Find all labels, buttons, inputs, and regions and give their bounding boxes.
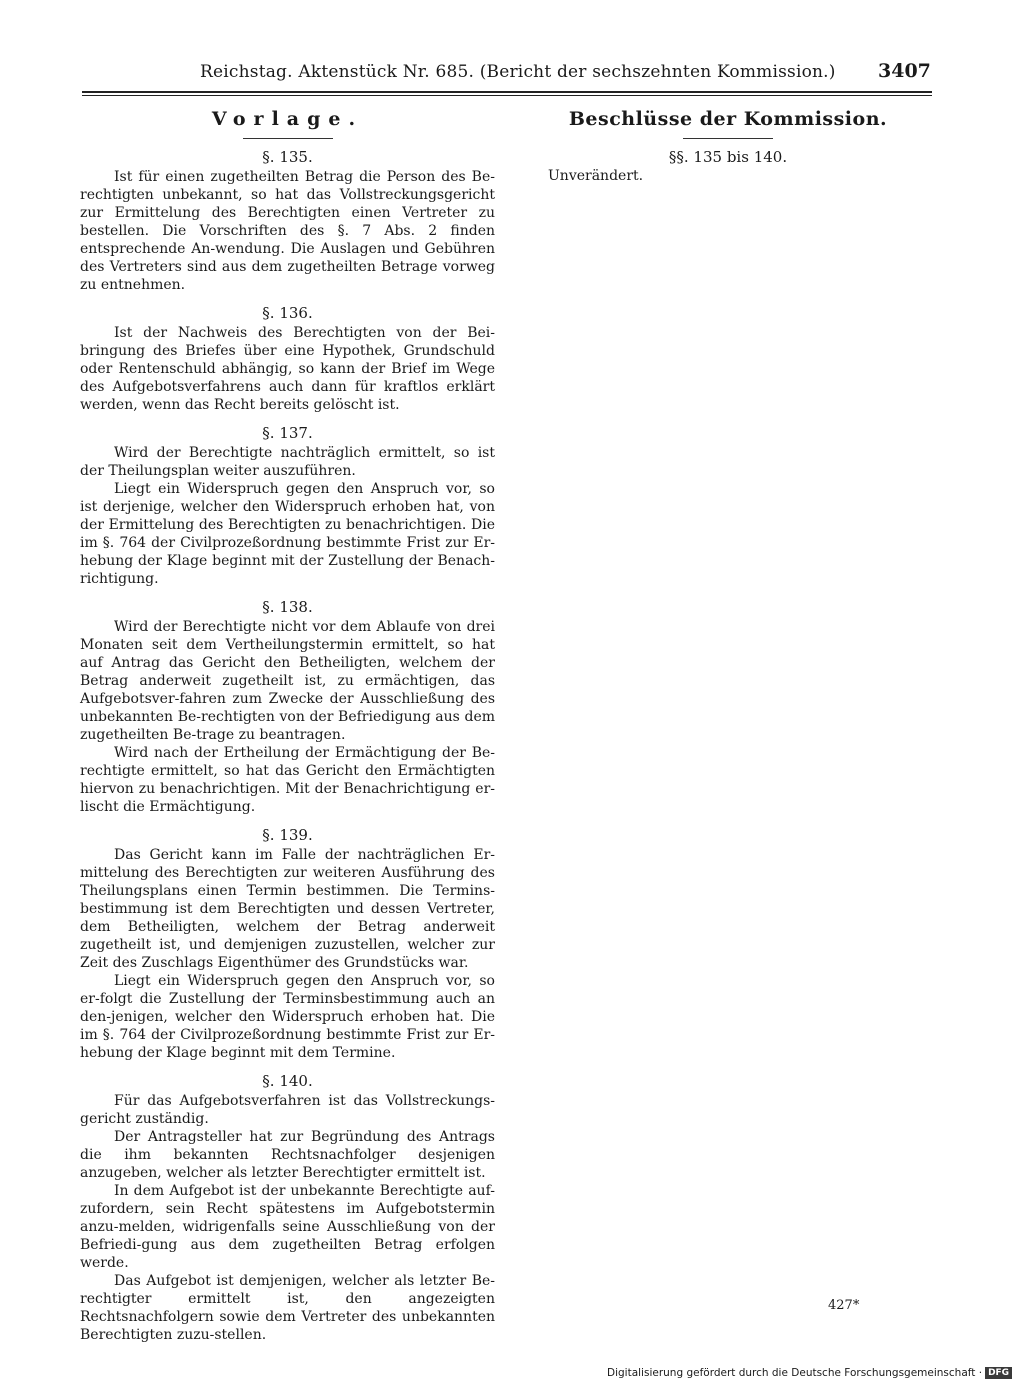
- running-title: Reichstag. Aktenstück Nr. 685. (Bericht der sechszehnten Kommission.): [200, 62, 836, 82]
- section-paragraph: Ist für einen zugetheilten Betrag die Person des Be-rechtigten unbekannt, so hat das Vollstreckungsgericht zur Ermittelung des Berechtigten einen Vertreter zu bestellen. Die Vorschriften des §. 7 Abs. 2 finden entsprechende An-wendung. Die Auslagen und Gebühren des Vertreters sind aus dem zugetheilten Betrage vorweg zu entnehmen.: [80, 169, 495, 293]
- section-3: [80, 423, 495, 588]
- section-heading: §. 138.: [262, 598, 313, 616]
- sheet-signature: 427*: [828, 1298, 860, 1313]
- section-paragraph: Das Aufgebot ist demjenigen, welcher als letzter Be-rechtigter ermittelt ist, den angezeigten Rechtsnachfolgern sowie dem Vertreter des unbekannten Berechtigten zuzu-stellen.: [80, 1273, 495, 1343]
- header-rule: [82, 91, 932, 93]
- section-heading: §. 135.: [262, 148, 313, 166]
- title-divider: [243, 138, 333, 139]
- section-paragraph: Für das Aufgebotsverfahren ist das Vollstreckungs-gericht zuständig.: [80, 1093, 495, 1127]
- section-heading: §. 139.: [262, 826, 313, 844]
- section-paragraph: Liegt ein Widerspruch gegen den Anspruch vor, so ist derjenige, welcher den Widerspruch erhoben hat, von der Ermittelung des Berechtigten zu benachrichtigen. Die im §. 764 der Civilprozeßordnung bestimmte Frist zur Er-hebung der Klage beginnt mit der Zustellung der Benach-richtigung.: [80, 481, 495, 587]
- section-4: [80, 597, 495, 816]
- right-column-title: Beschlüsse der Kommission.: [568, 108, 888, 130]
- section-2: [80, 303, 495, 414]
- credit-text: Digitalisierung gefördert durch die Deutsche Forschungsgemeinschaft ·: [607, 1367, 983, 1379]
- section-paragraph: Wird der Berechtigte nicht vor dem Ablaufe von drei Monaten seit dem Vertheilungstermin ermittelt, so hat auf Antrag das Gericht den Betheiligten, welchem der Betrag anderweit zugetheilt ist, zu ermächtigen, das Aufgebotsver-fahren zum Zwecke der Ausschließung des unbekannten Be-rechtigten von der Befriedigung aus dem zugetheilten Be-trage zu beantragen.: [80, 619, 495, 743]
- section-6: [80, 1071, 495, 1344]
- section-5: [80, 825, 495, 1062]
- section-1: [80, 147, 495, 294]
- right-section-heading: §§. 135 bis 140.: [668, 148, 788, 166]
- section-paragraph: Das Gericht kann im Falle der nachträglichen Er-mittelung des Berechtigten zur weiteren Ausführung des Theilungsplans einen Termin bestimmen. Die Termins-bestimmung ist dem Berechtigten und dessen Vertreter, dem Betheiligten, welchem der Betrag anderweit zugetheilt ist, und demjenigen zuzustellen, welcher zur Zeit des Zuschlags Eigenthümer des Grundstücks war.: [80, 847, 495, 971]
- digitization-credit: [607, 1367, 1012, 1381]
- header-rule-thin: [82, 95, 932, 96]
- section-paragraph: Wird der Berechtigte nachträglich ermittelt, so ist der Theilungsplan weiter auszuführen.: [80, 445, 495, 479]
- section-paragraph: Der Antragsteller hat zur Begründung des Antrags die ihm bekannten Rechtsnachfolger desjenigen anzugeben, welcher als letzter Berechtigter ermittelt ist.: [80, 1129, 495, 1181]
- section-heading: §. 137.: [262, 424, 313, 442]
- section-paragraph: In dem Aufgebot ist der unbekannte Berechtigte auf-zufordern, sein Recht spätestens im Aufgebotstermin anzu-melden, widrigenfalls seine Ausschließung von der Befriedi-gung aus dem zugetheilten Betrag erfolgen werde.: [80, 1183, 495, 1271]
- section-paragraph: Ist der Nachweis des Berechtigten von der Bei-bringung des Briefes über eine Hypothek, Grundschuld oder Rentenschuld abhängig, so kann der Brief im Wege des Aufgebotsverfahrens auch dann für kraftlos erklärt werden, wenn das Recht bereits gelöscht ist.: [80, 325, 495, 413]
- dfg-logo: DFG: [985, 1367, 1012, 1379]
- page-number: 3407: [878, 60, 931, 82]
- section-paragraph: Wird nach der Ertheilung der Ermächtigung der Be-rechtigte ermittelt, so hat das Gericht den Ermächtigten hiervon zu benachrichtigen. Mit der Benachrichtigung er-lischt die Ermächtigung.: [80, 745, 495, 815]
- section-list: [80, 147, 495, 1344]
- section-paragraph: Liegt ein Widerspruch gegen den Anspruch vor, so er-folgt die Zustellung der Terminsbestimmung auch an den-jenigen, welcher den Widerspruch erhoben hat. Die im §. 764 der Civilprozeßordnung bestimmte Frist zur Er-hebung der Klage beginnt mit dem Termine.: [80, 973, 495, 1061]
- right-column-beschluesse: [548, 108, 908, 185]
- section-heading: §. 140.: [262, 1072, 313, 1090]
- section-heading: §. 136.: [262, 304, 313, 322]
- title-divider: [683, 138, 773, 139]
- right-section-text: Unverändert.: [548, 168, 644, 184]
- left-column-title: Vorlage.: [211, 108, 364, 130]
- left-column-vorlage: [80, 108, 495, 1353]
